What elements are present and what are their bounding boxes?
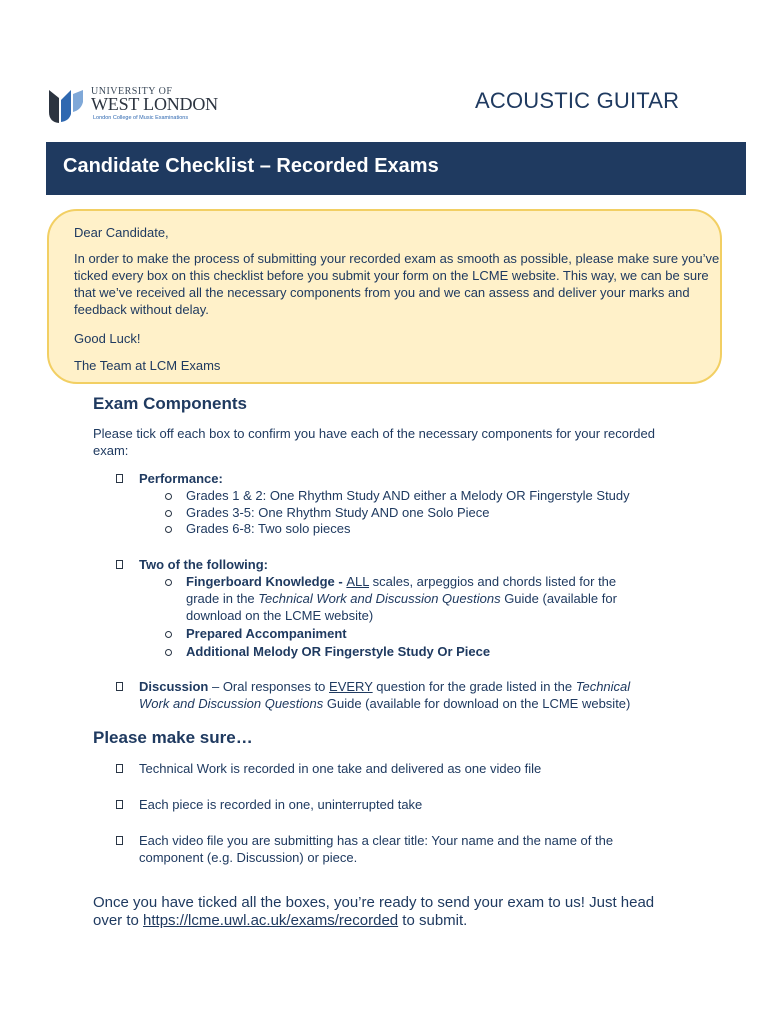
- title-bar: [46, 142, 746, 195]
- bullet-circle: [165, 649, 172, 656]
- bullet-circle: [165, 631, 172, 638]
- letter-greeting: Dear Candidate,: [74, 225, 169, 240]
- bullet-circle: [165, 510, 172, 517]
- letter-box: [47, 209, 722, 384]
- submit-link[interactable]: https://lcme.uwl.ac.uk/exams/recorded: [143, 912, 399, 929]
- fk-line2-post: Guide (available for: [500, 591, 617, 606]
- fk-rest: scales, arpeggios and chords listed for the: [369, 574, 617, 589]
- additional-melody-item: Additional Melody OR Fingerstyle Study Or Piece: [186, 644, 491, 659]
- discussion-label: Discussion: [139, 679, 209, 694]
- make-sure-item-cont: component (e.g. Discussion) or piece.: [139, 850, 358, 865]
- fk-line2-pre: grade in the: [186, 591, 259, 606]
- two-of-label: Two of the following:: [139, 557, 269, 572]
- closing-line1: Once you have ticked all the boxes, you’re ready to send your exam to us! Just head: [93, 894, 655, 911]
- discussion-line2: [139, 695, 699, 712]
- components-intro: Please tick off each box to confirm you have each of the necessary components for your recorded exam:: [93, 426, 655, 458]
- logo-lcm: London College of Music Examinations: [93, 115, 189, 121]
- checkbox-performance[interactable]: [116, 474, 123, 483]
- checkbox-uninterrupted[interactable]: [116, 800, 123, 809]
- bullet-circle: [165, 493, 172, 500]
- letter-signoff: The Team at LCM Exams: [74, 358, 221, 373]
- performance-item: Grades 6-8: Two solo pieces: [186, 521, 351, 536]
- checkbox-technical-work[interactable]: [116, 764, 123, 773]
- instrument-title: ACOUSTIC GUITAR: [475, 88, 680, 113]
- closing-post: to submit.: [398, 912, 468, 929]
- section-heading-make-sure: Please make sure…: [93, 728, 253, 747]
- discussion-every: EVERY: [329, 679, 373, 694]
- section-heading-components: Exam Components: [93, 394, 247, 413]
- checkbox-discussion[interactable]: [116, 682, 123, 691]
- fk-guide-title: Technical Work and Discussion Questions: [258, 591, 501, 606]
- bullet-circle: [165, 579, 172, 586]
- uwl-wing-icon: [47, 88, 85, 124]
- letter-good-luck: Good Luck!: [74, 331, 141, 346]
- discussion-mid: question for the grade listed in the: [372, 679, 576, 694]
- make-sure-item: Each video file you are submitting has a clear title: Your name and the name of the: [139, 833, 614, 848]
- university-logo: [47, 86, 247, 128]
- letter-body: In order to make the process of submitting your recorded exam as smooth as possible, please make sure you’ve ticked every box on this checklist before you submit your form on the LCME website. This way, we can be sure that we’ve received all the necessary components from you and we can assess and deliver your marks and feedback without delay.: [74, 251, 720, 317]
- performance-label: Performance:: [139, 471, 223, 486]
- discussion-guide-2: Work and Discussion Questions: [139, 696, 324, 711]
- performance-item: Grades 3-5: One Rhythm Study AND one Solo Piece: [186, 505, 490, 520]
- fingerboard-knowledge-line3: download on the LCME website): [186, 608, 374, 623]
- performance-item: Grades 1 & 2: One Rhythm Study AND either a Melody OR Fingerstyle Study: [186, 488, 630, 503]
- page-title: Candidate Checklist – Recorded Exams: [63, 155, 439, 177]
- make-sure-item: Each piece is recorded in one, uninterrupted take: [139, 797, 423, 812]
- fingerboard-knowledge-line2: [186, 590, 666, 607]
- prepared-accompaniment-item: Prepared Accompaniment: [186, 626, 347, 641]
- checkbox-video-title[interactable]: [116, 836, 123, 845]
- closing-line2: [93, 912, 693, 930]
- fk-bold: Fingerboard Knowledge -: [186, 574, 347, 589]
- bullet-circle: [165, 526, 172, 533]
- logo-univ-of: UNIVERSITY OF: [91, 86, 173, 97]
- discussion-guide-1: Technical: [575, 679, 631, 694]
- fingerboard-knowledge-item: [186, 573, 666, 590]
- logo-west-london: WEST LONDON: [91, 94, 218, 114]
- closing-pre: over to: [93, 912, 144, 929]
- discussion-item: [139, 678, 674, 695]
- discussion-post: Guide (available for download on the LCME website): [323, 696, 631, 711]
- make-sure-item: Technical Work is recorded in one take and delivered as one video file: [139, 761, 542, 776]
- checkbox-two-of[interactable]: [116, 560, 123, 569]
- discussion-pre: – Oral responses to: [208, 679, 330, 694]
- closing-paragraph: [93, 894, 693, 930]
- fk-all: ALL: [346, 574, 369, 589]
